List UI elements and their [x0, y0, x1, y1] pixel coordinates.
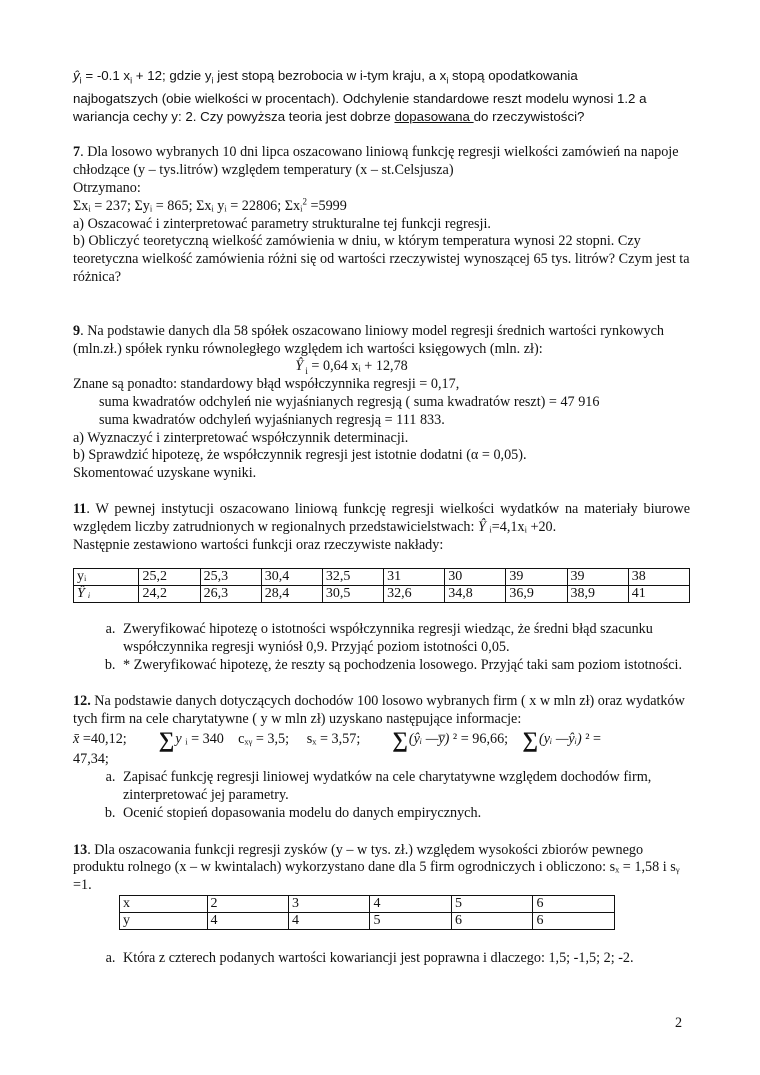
table-cell: 2 [207, 895, 288, 912]
task-9-equation: Ŷ $_i$ = 0,64 xᵢ + 12,78 [295, 358, 408, 377]
row-label: x [120, 895, 208, 912]
task-12-question-a: a. Zapisać funkcję regresji liniowej wydatków na cele charytatywne względem dochodów firm, zinterpretować jej parametry. [119, 769, 690, 805]
table-cell: 26,3 [200, 586, 261, 603]
table-cell: 31 [384, 569, 445, 586]
document-page [73, 67, 690, 968]
page-number: 2 [675, 1015, 683, 1031]
task-11-question-a: a. Zweryfikować hipotezę o istotności współczynnika regresji wiedząc, że średni błąd szacunku współczynnika regresji wyniósł 0,9. Przyjąć poziom istotności 0,05. [119, 621, 690, 657]
task-11 [73, 501, 690, 675]
task-13-statement: 13. Dla oszacowania funkcji regresji zysków (y – w tys. zł.) względem wysokości zbiorów pewnego produktu rolnego (x – w kwintalach) wykorzystano dane dla 5 firm ogrodniczych i obliczono: sₓ = 1,58 i sᵧ =1. [73, 841, 680, 894]
task-7-obtained: Otrzymano: [73, 179, 141, 196]
table-cell: 34,8 [445, 586, 506, 603]
table-row [120, 912, 615, 929]
table-cell: 25,2 [139, 569, 200, 586]
task-11-question-b: b. * Zweryfikować hipotezę, że reszty są pochodzenia losowego. Przyjąć taki sam poziom istotności. [119, 657, 690, 675]
task-12-formulas-cont: 47,34; [73, 751, 109, 768]
task-12-statement: 12. Na podstawie danych dotyczących dochodów 100 losowo wybranych firm ( x w mln zł) oraz wydatków tych firm na cele charytatywne ( y w mln zł) uzyskano następujące informacje: [73, 692, 685, 727]
table-cell: 6 [451, 912, 532, 929]
task-12-formulas: x̄ =40,12; ∑y ᵢ = 340 cₓᵧ = 3,5; sₓ = 3,57; ∑(ŷᵢ —y̅) ² = 96,66; ∑(yᵢ —ŷᵢ) ² = [73, 727, 602, 753]
table-cell: 6 [533, 895, 615, 912]
task-11-table [73, 568, 690, 603]
task-11-statement: 11. W pewnej instytucji oszacowano liniową funkcję regresji wielkości wydatków na materiały biurowe względem liczby zatrudnionych w regionalnych przedstawicielstwach: Ŷ ᵢ=4,1xᵢ +20. [73, 500, 690, 535]
task-11-table-intro: Następnie zestawiono wartości funkcji oraz rzeczywiste nakłady: [73, 536, 444, 553]
task-13-table [119, 895, 615, 930]
task-13 [73, 842, 690, 968]
task-13-question-a: a. Która z czterech podanych wartości kowariancji jest poprawna i dlaczego: 1,5; -1,5; 2; -2. [119, 950, 690, 968]
task-9-question-a: a) Wyznaczyć i zinterpretować współczynnik determinacji. [73, 429, 409, 446]
table-cell: 32,6 [384, 586, 445, 603]
task-7-question-b: b) Obliczyć teoretyczną wielkość zamówienia w dniu, w którym temperatura wynosi 22 stopni. Czy teoretyczna wielkość zamówienia różni się od wartości rzeczywistej wynoszącej 65 tys. litrów? Czym jest ta różnica? [73, 233, 690, 285]
table-cell: 5 [370, 912, 451, 929]
task-7-sums: Σxᵢ = 237; Σyᵢ = 865; Σxᵢ yᵢ = 22806; Σxᵢ$^2$ =5999 [73, 196, 347, 214]
table-cell: 38,9 [567, 586, 628, 603]
table-cell: 41 [628, 586, 689, 603]
table-cell: 30,4 [261, 569, 322, 586]
task-9 [73, 323, 690, 483]
table-cell: 25,3 [200, 569, 261, 586]
table-cell: 28,4 [261, 586, 322, 603]
task-9-known: Znane są ponadto: standardowy błąd współczynnika regresji = 0,17, [73, 376, 460, 393]
task-7-statement: 7. Dla losowo wybranych 10 dni lipca oszacowano liniową funkcję regresji wielkości zamówień na napoje chłodzące (y – tys.litrów) względem temperatury (x – st.Celsjusza) [73, 144, 679, 179]
task-11-questions [73, 621, 690, 674]
table-cell: 30 [445, 569, 506, 586]
task-9-ssr: suma kwadratów odchyleń wyjaśnianych regresją = 111 833. [99, 411, 445, 428]
table-cell: 6 [533, 912, 615, 929]
intro-line-2: najbogatszych (obie wielkości w procentach). Odchylenie standardowe reszt modelu wynosi 1.2 a [73, 90, 647, 106]
task-7 [73, 144, 690, 286]
intro-line-3: wariancja cechy y: 2. Czy powyższa teoria jest dobrze dopasowana do rzeczywistości? [73, 108, 585, 124]
task-7-question-a: a) Oszacować i zinterpretować parametry strukturalne tej funkcji regresji. [73, 215, 491, 232]
table-cell: 36,9 [506, 586, 567, 603]
row-label: y [120, 912, 208, 929]
table-cell: 39 [506, 569, 567, 586]
task-9-statement: 9. Na podstawie danych dla 58 spółek oszacowano liniowy model regresji średnich wartości rynkowych (mln.zł.) spółek rynku równoległego względem ich wartości księgowych (mln. zł): [73, 322, 664, 357]
task-13-questions [73, 950, 690, 968]
table-row [120, 895, 615, 912]
table-cell: 39 [567, 569, 628, 586]
table-cell: 32,5 [322, 569, 383, 586]
task-9-sse: suma kwadratów odchyleń nie wyjaśnianych regresją ( suma kwadratów reszt) = 47 916 [99, 393, 600, 410]
table-cell: 4 [289, 912, 370, 929]
task-12 [73, 693, 690, 823]
table-cell: 30,5 [322, 586, 383, 603]
table-row [74, 586, 690, 603]
table-cell: 3 [289, 895, 370, 912]
table-cell: 38 [628, 569, 689, 586]
table-cell: 24,2 [139, 586, 200, 603]
task-12-question-b: b. Ocenić stopień dopasowania modelu do danych empirycznych. [119, 805, 690, 823]
intro-line-1: $ŷ_i = -0.1$ $x_i + 12$; gdzie $y_i$ jest stopą bezrobocia w i-tym kraju, a $x_i$ stopą opodatkowania [73, 68, 578, 86]
table-cell: 4 [207, 912, 288, 929]
table-row [74, 569, 690, 586]
task-9-comment: Skomentować uzyskane wyniki. [73, 465, 257, 482]
row-label: yᵢ [74, 569, 139, 586]
task-12-questions [73, 769, 690, 822]
table-cell: 5 [451, 895, 532, 912]
task-9-question-b: b) Sprawdzić hipotezę, że współczynnik regresji jest istotnie dodatni (α = 0,05). [73, 447, 527, 464]
table-cell: 4 [370, 895, 451, 912]
row-label: Ŷ ᵢ [74, 586, 139, 603]
